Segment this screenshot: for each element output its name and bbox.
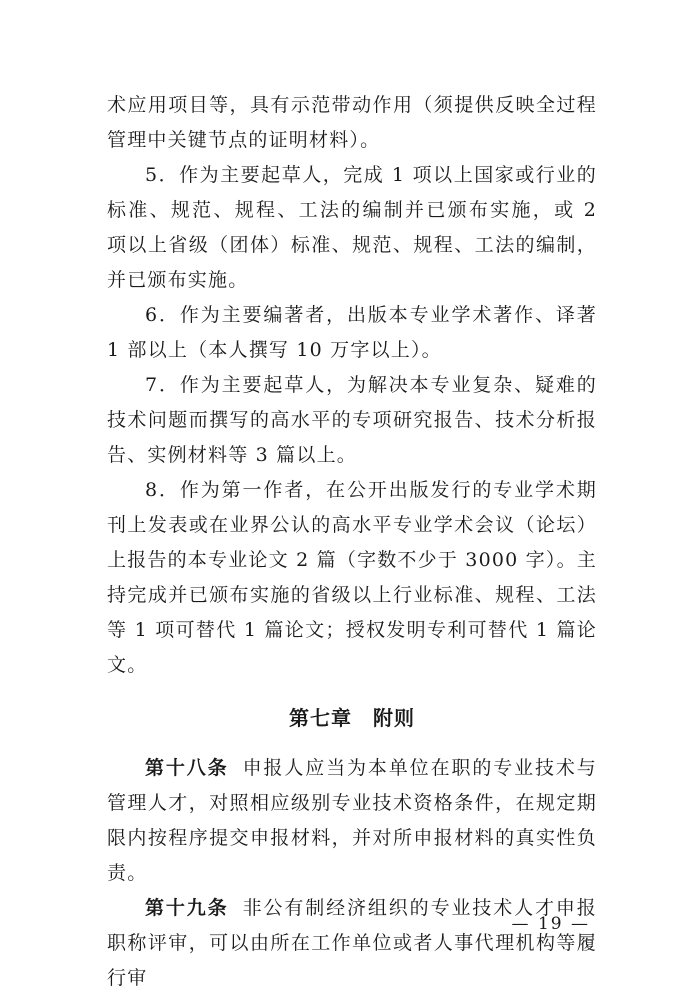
page-number: — 19 — bbox=[511, 914, 590, 934]
article-19-label: 第十九条 bbox=[145, 897, 229, 919]
article-19-text: 非公有制经济组织的专业技术人才申报职称评审，可以由所在工作单位或者人事代理机构等履行审 bbox=[107, 897, 597, 989]
chapter-title: 第七章 附则 bbox=[289, 706, 415, 730]
article-18 bbox=[107, 751, 597, 891]
paragraph-item-8: 8．作为第一作者，在公开出版发行的专业学术期刊上发表或在业界公认的高水平专业学术会议（论坛）上报告的本专业论文 2 篇（字数不少于 3000 字）。主持完成并已颁布实施的省级以上行业标准、规程、工法等 1 项可替代 1 篇论文；授权发明专利可替代 1 篇论文。 bbox=[107, 479, 597, 676]
article-18-text: 申报人应当为本单位在职的专业技术与管理人才，对照相应级别专业技术资格条件，在规定期限内按程序提交申报材料，并对所申报材料的真实性负责。 bbox=[107, 757, 597, 884]
paragraph-continuation: 术应用项目等，具有示范带动作用（须提供反映全过程管理中关键节点的证明材料）。 bbox=[107, 94, 597, 151]
article-18-label: 第十八条 bbox=[145, 757, 229, 779]
paragraph-item-6: 6．作为主要编著者，出版本专业学术著作、译著 1 部以上（本人撰写 10 万字以上）。 bbox=[107, 304, 597, 361]
paragraph-item-5: 5．作为主要起草人，完成 1 项以上国家或行业的标准、规范、规程、工法的编制并已颁布实施，或 2 项以上省级（团体）标准、规范、规程、工法的编制，并已颁布实施。 bbox=[107, 164, 597, 291]
article-19 bbox=[107, 891, 597, 996]
paragraph-item-7: 7．作为主要起草人，为解决本专业复杂、疑难的技术问题而撰写的高水平的专项研究报告、技术分析报告、实例材料等 3 篇以上。 bbox=[107, 374, 597, 466]
document-body bbox=[107, 88, 597, 996]
